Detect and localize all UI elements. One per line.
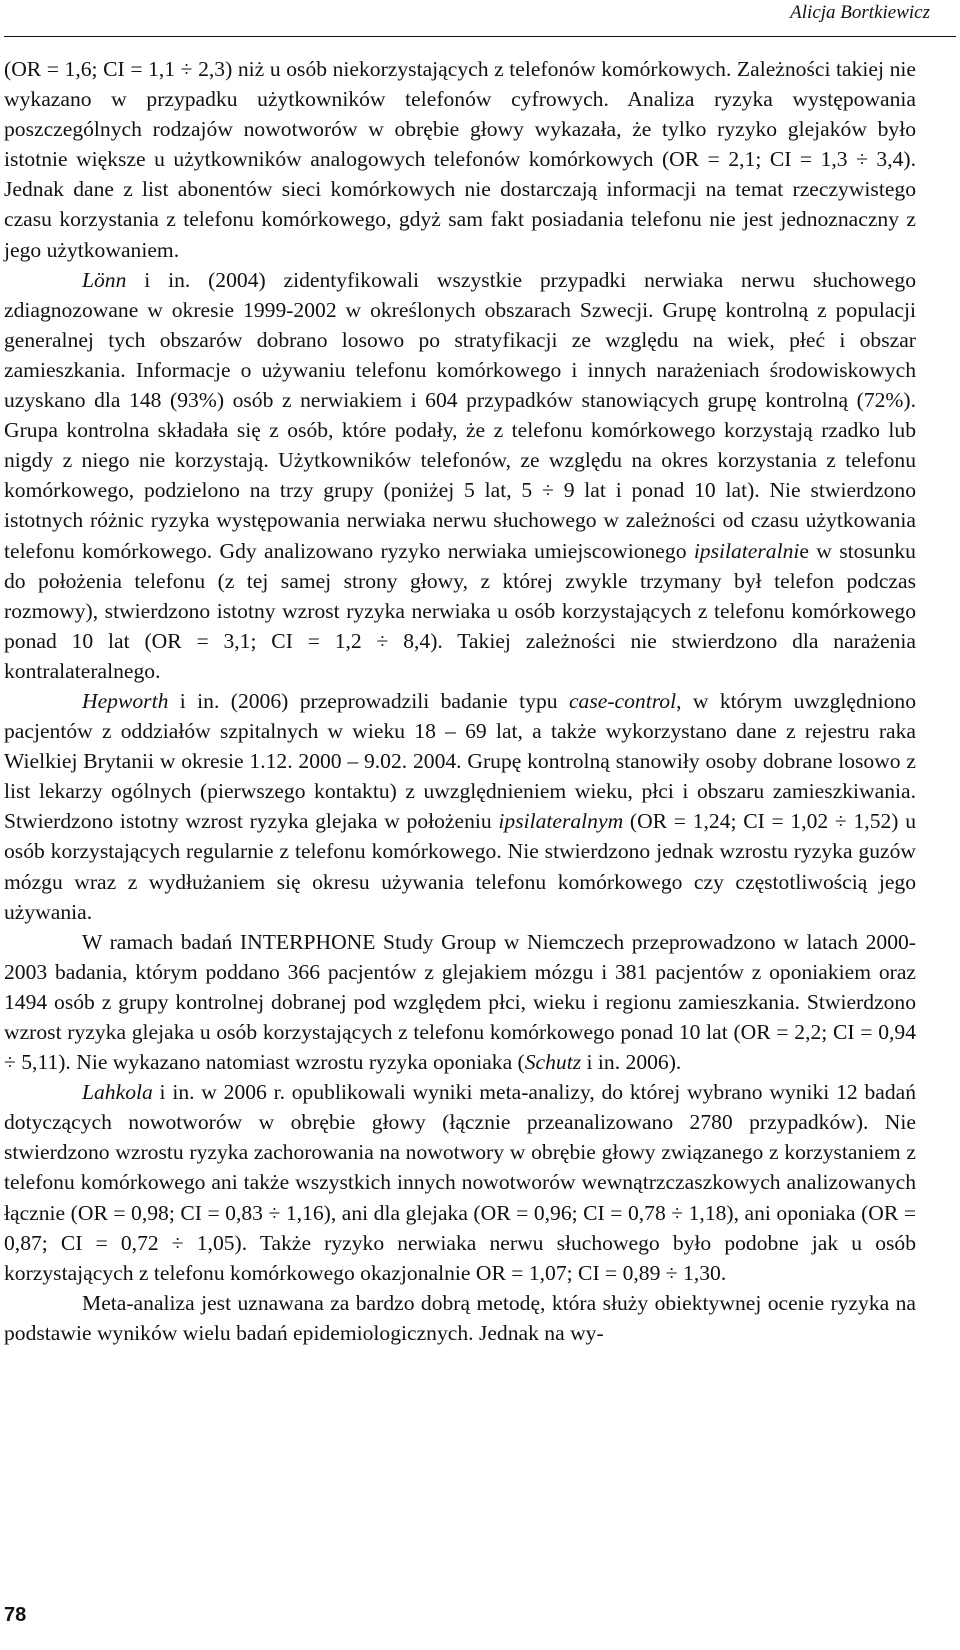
text-run: i in. 2006).	[581, 1050, 682, 1075]
italic-text: case-control	[568, 688, 677, 713]
italic-text: Lönn	[82, 267, 127, 292]
running-header-author: Alicja Bortkiewicz	[790, 2, 930, 23]
text-run: , w którym uwzględniono pacjentów z oddziałów szpitalnych w wieku 18 – 69 lat, a także wykorzystano dane z rejestru raka Wielkiej Brytanii w okresie 1.12. 2000 – 9.02. 2004. Grupę kontrolną stanowiły osoby dobrane losowo z list lekarzy ogólnych (pierwszego kontaktu) z uwzględnieniem wieku, płci i obszaru zamieszkiwania. Stwierdzono istotny wzrost ryzyka glejaka w położeniu	[4, 688, 916, 834]
text-run: W ramach badań INTERPHONE Study Group w Niemczech przeprowadzono w latach 2000-2003 badania, którym poddano 366 pacjentów z glejakiem mózgu i 381 pacjentów z oponiakiem oraz 1494 osób z grupy kontrolnej dobranej pod względem płci, wieku i regionu zamieszkania. Stwierdzono wzrost ryzyka glejaka u osób korzystających z telefonu komórkowego ponad 10 lat (OR = 2,2; CI = 0,94 ÷ 5,11). Nie wykazano natomiast wzrostu ryzyka oponiaka (	[4, 929, 916, 1075]
running-header	[0, 0, 960, 36]
text-run: Meta-analiza jest uznawana za bardzo dobrą metodę, która służy obiektywnej ocenie ryzyka na podstawie wyników wielu badań epidemiologicznych. Jednak na wy-	[4, 1290, 916, 1345]
paragraph	[4, 1288, 916, 1348]
text-run: e w stosunku do położenia telefonu (z tej samej strony głowy, z której zwykle trzymany był telefon podczas rozmowy), stwierdzono istotny wzrost ryzyka nerwiaka u osób korzystających z telefonu komórkowego ponad 10 lat (OR = 3,1; CI = 1,2 ÷ 8,4). Takiej zależności nie stwierdzono dla narażenia kontralateralnego.	[4, 538, 916, 683]
italic-text: ipsilateralnym	[498, 809, 624, 834]
italic-text: Lahkola	[82, 1080, 153, 1105]
paragraph	[4, 265, 916, 686]
italic-text: Hepworth	[82, 688, 169, 713]
paragraph	[4, 927, 916, 1077]
text-run: (OR = 1,6; CI = 1,1 ÷ 2,3) niż u osób niekorzystających z telefonów komórkowych. Zależności takiej nie wykazano w przypadku użytkowników telefonów cyfrowych. Analiza ryzyka występowania poszczególnych rodzajów nowotworów w obrębie głowy wykazała, że tylko ryzyko glejaków było istotnie większe u użytkowników analogowych telefonów komórkowych (OR = 2,1; CI = 1,3 ÷ 3,4). Jednak dane z list abonentów sieci komórkowych nie dostarczają informacji na temat rzeczywistego czasu korzystania z telefonu komórkowego, gdyż sam fakt posiadania telefonu nie jest jednoznaczny z jego użytkowaniem.	[4, 57, 916, 262]
text-run: i in. w 2006 r. opublikowali wyniki meta-analizy, do której wybrano wyniki 12 badań dotyczących nowotworów w obrębie głowy (łącznie przeanalizowano 2780 przypadków). Nie stwierdzono wzrostu ryzyka zachorowania na nowotwory w obrębie głowy związanego z korzystaniem z telefonu komórkowego ani także wszystkich innych nowotworów wewnątrzczaszkowych analizowanych łącznie (OR = 0,98; CI = 0,83 ÷ 1,16), ani dla glejaka (OR = 0,96; CI = 0,78 ÷ 1,18), ani oponiaka (OR = 0,87; CI = 0,72 ÷ 1,05). Także ryzyko nerwiaka nerwu słuchowego było podobne jak u osób korzystających z telefonu komórkowego okazjonalnie OR = 1,07; CI = 0,89 ÷ 1,30.	[4, 1080, 916, 1285]
paragraph	[4, 54, 916, 265]
header-rule	[4, 36, 956, 37]
text-run: i in. (2004) zidentyfikowali wszystkie przypadki nerwiaka nerwu słuchowego zdiagnozowane w okresie 1999-2002 w określonych obszarach Szwecji. Grupę kontrolną z populacji generalnej tych obszarów dobrano losowo po stratyfikacji ze względu na wiek, płeć i obszar zamieszkania. Informacje o używaniu telefonu komórkowego i innych narażeniach środowiskowych uzyskano dla 148 (93%) osób z nerwiakiem i 604 przypadków stanowiących grupę kontrolną (72%). Grupa kontrolna składała się z osób, które podały, że z telefonu komórkowego korzystają rzadko lub nigdy z niego nie korzystają. Użytkowników telefonów, ze względu na okres korzystania z telefonu komórkowego, podzielono na trzy grupy (poniżej 5 lat, 5 ÷ 9 lat i ponad 10 lat). Nie stwierdzono istotnych różnic ryzyka występowania nerwiaka nerwu słuchowego w zależności od czasu użytkowania telefonu komórkowego. Gdy analizowano ryzyko nerwiaka umiejscowionego	[4, 267, 916, 563]
italic-text: ipsilateralni	[693, 538, 800, 563]
text-run: i in. (2006) przeprowadzili badanie typu	[168, 688, 569, 713]
page-number: 78	[4, 1604, 27, 1626]
text-run: (OR = 1,24; CI = 1,02 ÷ 1,52) u osób korzystających regularnie z telefonu komórkowego. Nie stwierdzono jednak wzrostu ryzyka guzów mózgu wraz z wydłużaniem się okresu używania telefonu komórkowego czy częstotliwością jego używania.	[4, 809, 916, 924]
paragraph	[4, 1077, 916, 1288]
body-text	[4, 54, 916, 1348]
italic-text: Schutz	[524, 1050, 582, 1075]
paragraph	[4, 686, 916, 927]
